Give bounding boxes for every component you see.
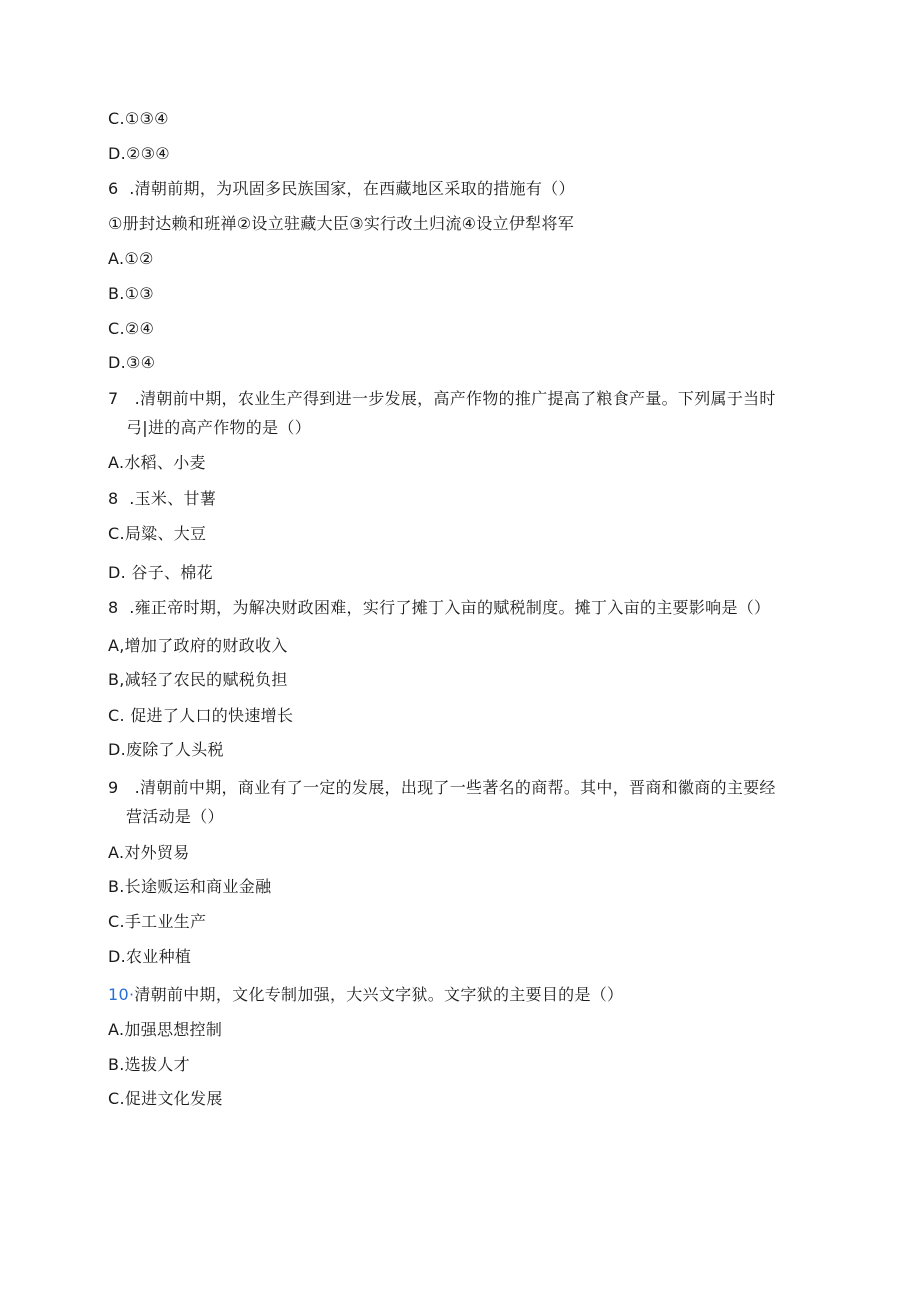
text-line: C.②④: [108, 319, 155, 338]
text-line: B.长途贩运和商业金融: [108, 877, 272, 896]
answer-option: B.选拔人才: [108, 1055, 190, 1074]
text-line: D.农业种植: [108, 947, 192, 966]
text-line: D.②③④: [108, 144, 170, 163]
text-line: A.水稻、小麦: [108, 453, 206, 472]
answer-option: C.促进文化发展: [108, 1089, 223, 1108]
text-line: D. 谷子、棉花: [108, 563, 213, 582]
text-line: 6 .清朝前期，为巩固多民族国家，在西藏地区采取的措施有（）: [108, 179, 575, 198]
text-line: B.①③: [108, 284, 154, 303]
text-line: C.①③④: [108, 109, 169, 128]
text-line: 8 .玉米、甘薯: [108, 489, 217, 508]
text-line: 8 .雍正帝时期，为解决财政困难，实行了摊丁入亩的赋税制度。摊丁入亩的主要影响是（）: [108, 598, 771, 617]
text-line: D.废除了人头税: [108, 740, 224, 759]
text-line: A.①②: [108, 249, 154, 268]
text-line: B,减轻了农民的赋税负担: [108, 670, 288, 689]
text-line: 弓|进的高产作物的是（）: [126, 418, 311, 437]
text-line: A,增加了政府的财政收入: [108, 636, 288, 655]
text-line: ①册封达赖和班禅②设立驻藏大臣③实行改土归流④设立伊犁将军: [108, 214, 575, 233]
text-line: C. 促进了人口的快速增长: [108, 706, 294, 725]
text-line: A.对外贸易: [108, 843, 190, 862]
text-line: C.局粱、大豆: [108, 524, 207, 543]
text-line: D.③④: [108, 353, 156, 372]
question-10-text: 清朝前中期，文化专制加强，大兴文字狱。文字狱的主要目的是（）: [134, 985, 624, 1004]
text-line: C.手工业生产: [108, 912, 207, 931]
question-10-number: 10·: [108, 985, 135, 1004]
text-line: 7 .清朝前中期，农业生产得到进一步发展，高产作物的推广提高了粮食产量。下列属于当时: [108, 389, 776, 408]
question-10: [108, 985, 623, 1005]
text-line: 营活动是（）: [126, 807, 224, 826]
answer-option: A.加强思想控制: [108, 1020, 223, 1039]
text-line: 9 .清朝前中期，商业有了一定的发展，出现了一些著名的商帮。其中，晋商和徽商的主要经: [108, 778, 776, 797]
